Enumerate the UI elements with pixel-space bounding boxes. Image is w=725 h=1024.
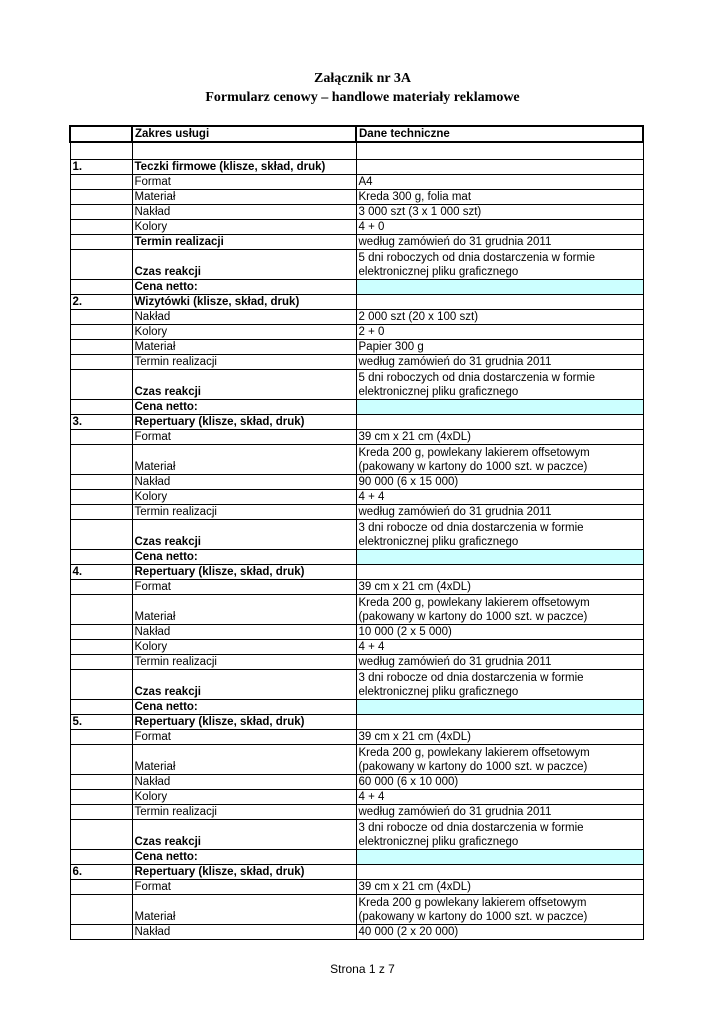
section-number: 2.	[70, 295, 132, 310]
row-number-cell	[70, 640, 132, 655]
price-input-cell[interactable]	[356, 850, 643, 865]
table-row	[70, 475, 643, 490]
row-number-cell	[70, 670, 132, 700]
row-value	[356, 235, 643, 250]
row-number-cell	[70, 595, 132, 625]
value-line: Kreda 300 g, folia mat	[358, 191, 472, 203]
row-number-cell	[70, 655, 132, 670]
row-number-cell	[70, 490, 132, 505]
row-label: Czas reakcji	[132, 370, 356, 400]
value-line: A4	[358, 176, 373, 188]
table-row	[70, 700, 643, 715]
row-value	[356, 430, 643, 445]
row-number-cell	[70, 505, 132, 520]
value-line: według zamówień do 31 grudnia 2011	[358, 236, 552, 248]
value-line: elektronicznej pliku graficznego	[358, 386, 519, 398]
table-row	[70, 235, 643, 250]
row-number-cell	[70, 355, 132, 370]
row-label: Cena netto:	[132, 400, 356, 415]
value-line: 4 + 0	[358, 221, 385, 233]
value-line: według zamówień do 31 grudnia 2011	[358, 356, 552, 368]
row-value	[356, 220, 643, 235]
section-number: 1.	[70, 160, 132, 175]
row-label: Format	[132, 175, 356, 190]
row-value	[356, 505, 643, 520]
row-value	[356, 520, 643, 550]
price-input-cell[interactable]	[356, 550, 643, 565]
section-name: Repertuary (klisze, skład, druk)	[132, 715, 356, 730]
table-row	[70, 445, 643, 475]
row-label: Termin realizacji	[132, 805, 356, 820]
row-value	[356, 790, 643, 805]
value-line: (pakowany w kartony do 1000 szt. w paczce)	[358, 911, 588, 923]
value-line: 3 dni robocze od dnia dostarczenia w formie	[358, 522, 584, 534]
table-row	[70, 625, 643, 640]
price-form-table	[69, 125, 644, 940]
row-number-cell	[70, 475, 132, 490]
value-line: (pakowany w kartony do 1000 szt. w paczce)	[358, 461, 588, 473]
row-number-cell	[70, 880, 132, 895]
row-value	[356, 370, 643, 400]
price-input-cell[interactable]	[356, 400, 643, 415]
row-value	[356, 655, 643, 670]
value-line: 4 + 4	[358, 491, 385, 503]
row-label: Kolory	[132, 325, 356, 340]
section-empty-cell	[356, 415, 643, 430]
table-row	[70, 520, 643, 550]
row-number-cell	[70, 625, 132, 640]
section-name: Repertuary (klisze, skład, druk)	[132, 565, 356, 580]
row-number-cell	[70, 445, 132, 475]
page-footer: Strona 1 z 7	[330, 962, 395, 976]
row-label: Termin realizacji	[132, 505, 356, 520]
value-line: 40 000 (2 x 20 000)	[358, 926, 459, 938]
row-value	[356, 175, 643, 190]
section-empty-cell	[356, 865, 643, 880]
table-row	[70, 670, 643, 700]
row-label: Nakład	[132, 205, 356, 220]
table-row	[70, 340, 643, 355]
section-empty-cell	[356, 715, 643, 730]
row-number-cell	[70, 775, 132, 790]
row-label: Materiał	[132, 445, 356, 475]
row-label: Czas reakcji	[132, 670, 356, 700]
value-line: Kreda 200 g powlekany lakierem offsetowym	[358, 897, 587, 909]
value-line: elektronicznej pliku graficznego	[358, 266, 519, 278]
section-number: 3.	[70, 415, 132, 430]
section-row	[70, 865, 643, 880]
value-line: 39 cm x 21 cm (4xDL)	[358, 881, 471, 893]
row-number-cell	[70, 730, 132, 745]
row-label: Materiał	[132, 190, 356, 205]
section-empty-cell	[356, 295, 643, 310]
row-number-cell	[70, 430, 132, 445]
row-label: Format	[132, 430, 356, 445]
table-row	[70, 175, 643, 190]
table-header-row	[70, 126, 643, 142]
row-value	[356, 580, 643, 595]
value-line: 2 000 szt (20 x 100 szt)	[358, 311, 479, 323]
row-value	[356, 820, 643, 850]
value-line: (pakowany w kartony do 1000 szt. w paczce)	[358, 761, 588, 773]
value-line: 39 cm x 21 cm (4xDL)	[358, 731, 471, 743]
table-row	[70, 355, 643, 370]
table-row	[70, 805, 643, 820]
row-value	[356, 730, 643, 745]
section-number: 4.	[70, 565, 132, 580]
row-value	[356, 475, 643, 490]
row-number-cell	[70, 580, 132, 595]
value-line: 90 000 (6 x 15 000)	[358, 476, 459, 488]
row-label: Czas reakcji	[132, 820, 356, 850]
row-number-cell	[70, 190, 132, 205]
table-row	[70, 790, 643, 805]
row-value	[356, 625, 643, 640]
table-row	[70, 220, 643, 235]
section-empty-cell	[356, 160, 643, 175]
row-value	[356, 445, 643, 475]
row-value	[356, 250, 643, 280]
section-row	[70, 160, 643, 175]
value-line: 3 dni robocze od dnia dostarczenia w formie	[358, 672, 584, 684]
table-row	[70, 550, 643, 565]
section-row	[70, 415, 643, 430]
row-value	[356, 355, 643, 370]
table-row	[70, 325, 643, 340]
table-row	[70, 925, 643, 940]
section-name: Wizytówki (klisze, skład, druk)	[132, 295, 356, 310]
row-value	[356, 325, 643, 340]
table-row	[70, 205, 643, 220]
row-number-cell	[70, 700, 132, 715]
row-label: Nakład	[132, 310, 356, 325]
row-number-cell	[70, 310, 132, 325]
table-row	[70, 775, 643, 790]
value-line: Kreda 200 g, powlekany lakierem offsetowym	[358, 747, 590, 759]
row-value	[356, 880, 643, 895]
row-number-cell	[70, 550, 132, 565]
value-line: Kreda 200 g, powlekany lakierem offsetowym	[358, 597, 590, 609]
header-specs-cell: Dane techniczne	[356, 126, 643, 142]
row-number-cell	[70, 895, 132, 925]
value-line: według zamówień do 31 grudnia 2011	[358, 506, 552, 518]
table-row	[70, 310, 643, 325]
value-line: Kreda 200 g, powlekany lakierem offsetowym	[358, 447, 590, 459]
row-label: Materiał	[132, 595, 356, 625]
value-line: 3 dni robocze od dnia dostarczenia w formie	[358, 822, 584, 834]
row-number-cell	[70, 175, 132, 190]
row-value	[356, 805, 643, 820]
row-value	[356, 490, 643, 505]
value-line: 10 000 (2 x 5 000)	[358, 626, 452, 638]
row-label: Format	[132, 730, 356, 745]
row-label: Czas reakcji	[132, 250, 356, 280]
row-label: Materiał	[132, 745, 356, 775]
page-title: Załącznik nr 3A	[314, 71, 411, 86]
value-line: 5 dni roboczych od dnia dostarczenia w formie	[358, 252, 596, 264]
section-name: Repertuary (klisze, skład, druk)	[132, 865, 356, 880]
row-number-cell	[70, 745, 132, 775]
row-number-cell	[70, 805, 132, 820]
table-row	[70, 640, 643, 655]
row-label: Cena netto:	[132, 280, 356, 295]
row-number-cell	[70, 250, 132, 280]
row-number-cell	[70, 235, 132, 250]
row-value	[356, 190, 643, 205]
row-label: Kolory	[132, 790, 356, 805]
row-label: Nakład	[132, 925, 356, 940]
value-line: według zamówień do 31 grudnia 2011	[358, 806, 552, 818]
row-number-cell	[70, 400, 132, 415]
row-value	[356, 310, 643, 325]
page-subtitle: Formularz cenowy – handlowe materiały reklamowe	[205, 90, 520, 105]
section-row	[70, 295, 643, 310]
table-row	[70, 580, 643, 595]
row-value	[356, 895, 643, 925]
row-number-cell	[70, 205, 132, 220]
price-input-cell[interactable]	[356, 700, 643, 715]
row-number-cell	[70, 925, 132, 940]
row-number-cell	[70, 520, 132, 550]
row-value	[356, 925, 643, 940]
table-row	[70, 850, 643, 865]
section-row	[70, 715, 643, 730]
row-value	[356, 745, 643, 775]
table-row	[70, 895, 643, 925]
value-line: 4 + 4	[358, 791, 385, 803]
row-value	[356, 595, 643, 625]
row-label: Materiał	[132, 340, 356, 355]
table-row	[70, 400, 643, 415]
row-number-cell	[70, 220, 132, 235]
row-label: Nakład	[132, 625, 356, 640]
value-line: według zamówień do 31 grudnia 2011	[358, 656, 552, 668]
row-value	[356, 775, 643, 790]
table-row	[70, 490, 643, 505]
section-number: 6.	[70, 865, 132, 880]
table-row	[70, 190, 643, 205]
table-row	[70, 370, 643, 400]
value-line: 4 + 4	[358, 641, 385, 653]
row-label: Kolory	[132, 490, 356, 505]
row-label: Kolory	[132, 220, 356, 235]
section-number: 5.	[70, 715, 132, 730]
table-row	[70, 730, 643, 745]
table-row	[70, 505, 643, 520]
table-row	[70, 820, 643, 850]
row-label: Nakład	[132, 775, 356, 790]
value-line: 39 cm x 21 cm (4xDL)	[358, 581, 471, 593]
value-line: 39 cm x 21 cm (4xDL)	[358, 431, 471, 443]
row-value	[356, 205, 643, 220]
row-label: Format	[132, 880, 356, 895]
section-name: Teczki firmowe (klisze, skład, druk)	[132, 160, 356, 175]
section-empty-cell	[356, 565, 643, 580]
header-scope-cell: Zakres usługi	[132, 126, 356, 142]
row-value	[356, 640, 643, 655]
value-line: elektronicznej pliku graficznego	[358, 686, 519, 698]
row-label: Materiał	[132, 895, 356, 925]
table-row	[70, 880, 643, 895]
row-number-cell	[70, 325, 132, 340]
row-number-cell	[70, 370, 132, 400]
row-number-cell	[70, 790, 132, 805]
row-value	[356, 340, 643, 355]
header-number-cell	[70, 126, 132, 142]
table-row	[70, 655, 643, 670]
value-line: elektronicznej pliku graficznego	[358, 836, 519, 848]
section-row	[70, 565, 643, 580]
row-label: Termin realizacji	[132, 355, 356, 370]
table-row	[70, 745, 643, 775]
value-line: 5 dni roboczych od dnia dostarczenia w formie	[358, 372, 596, 384]
value-line: (pakowany w kartony do 1000 szt. w paczce)	[358, 611, 588, 623]
row-value	[356, 670, 643, 700]
value-line: 60 000 (6 x 10 000)	[358, 776, 459, 788]
value-line: elektronicznej pliku graficznego	[358, 536, 519, 548]
row-label: Cena netto:	[132, 700, 356, 715]
row-number-cell	[70, 340, 132, 355]
table-row	[70, 430, 643, 445]
row-label: Cena netto:	[132, 850, 356, 865]
value-line: 3 000 szt (3 x 1 000 szt)	[358, 206, 482, 218]
table-row	[70, 595, 643, 625]
value-line: 2 + 0	[358, 326, 385, 338]
row-label: Format	[132, 580, 356, 595]
spacer-row	[70, 142, 643, 160]
row-number-cell	[70, 280, 132, 295]
row-label: Termin realizacji	[132, 235, 356, 250]
table-row	[70, 250, 643, 280]
row-label: Czas reakcji	[132, 520, 356, 550]
table-row	[70, 280, 643, 295]
price-input-cell[interactable]	[356, 280, 643, 295]
row-number-cell	[70, 850, 132, 865]
row-number-cell	[70, 820, 132, 850]
row-label: Kolory	[132, 640, 356, 655]
row-label: Termin realizacji	[132, 655, 356, 670]
value-line: Papier 300 g	[358, 341, 424, 353]
section-name: Repertuary (klisze, skład, druk)	[132, 415, 356, 430]
row-label: Nakład	[132, 475, 356, 490]
row-label: Cena netto:	[132, 550, 356, 565]
